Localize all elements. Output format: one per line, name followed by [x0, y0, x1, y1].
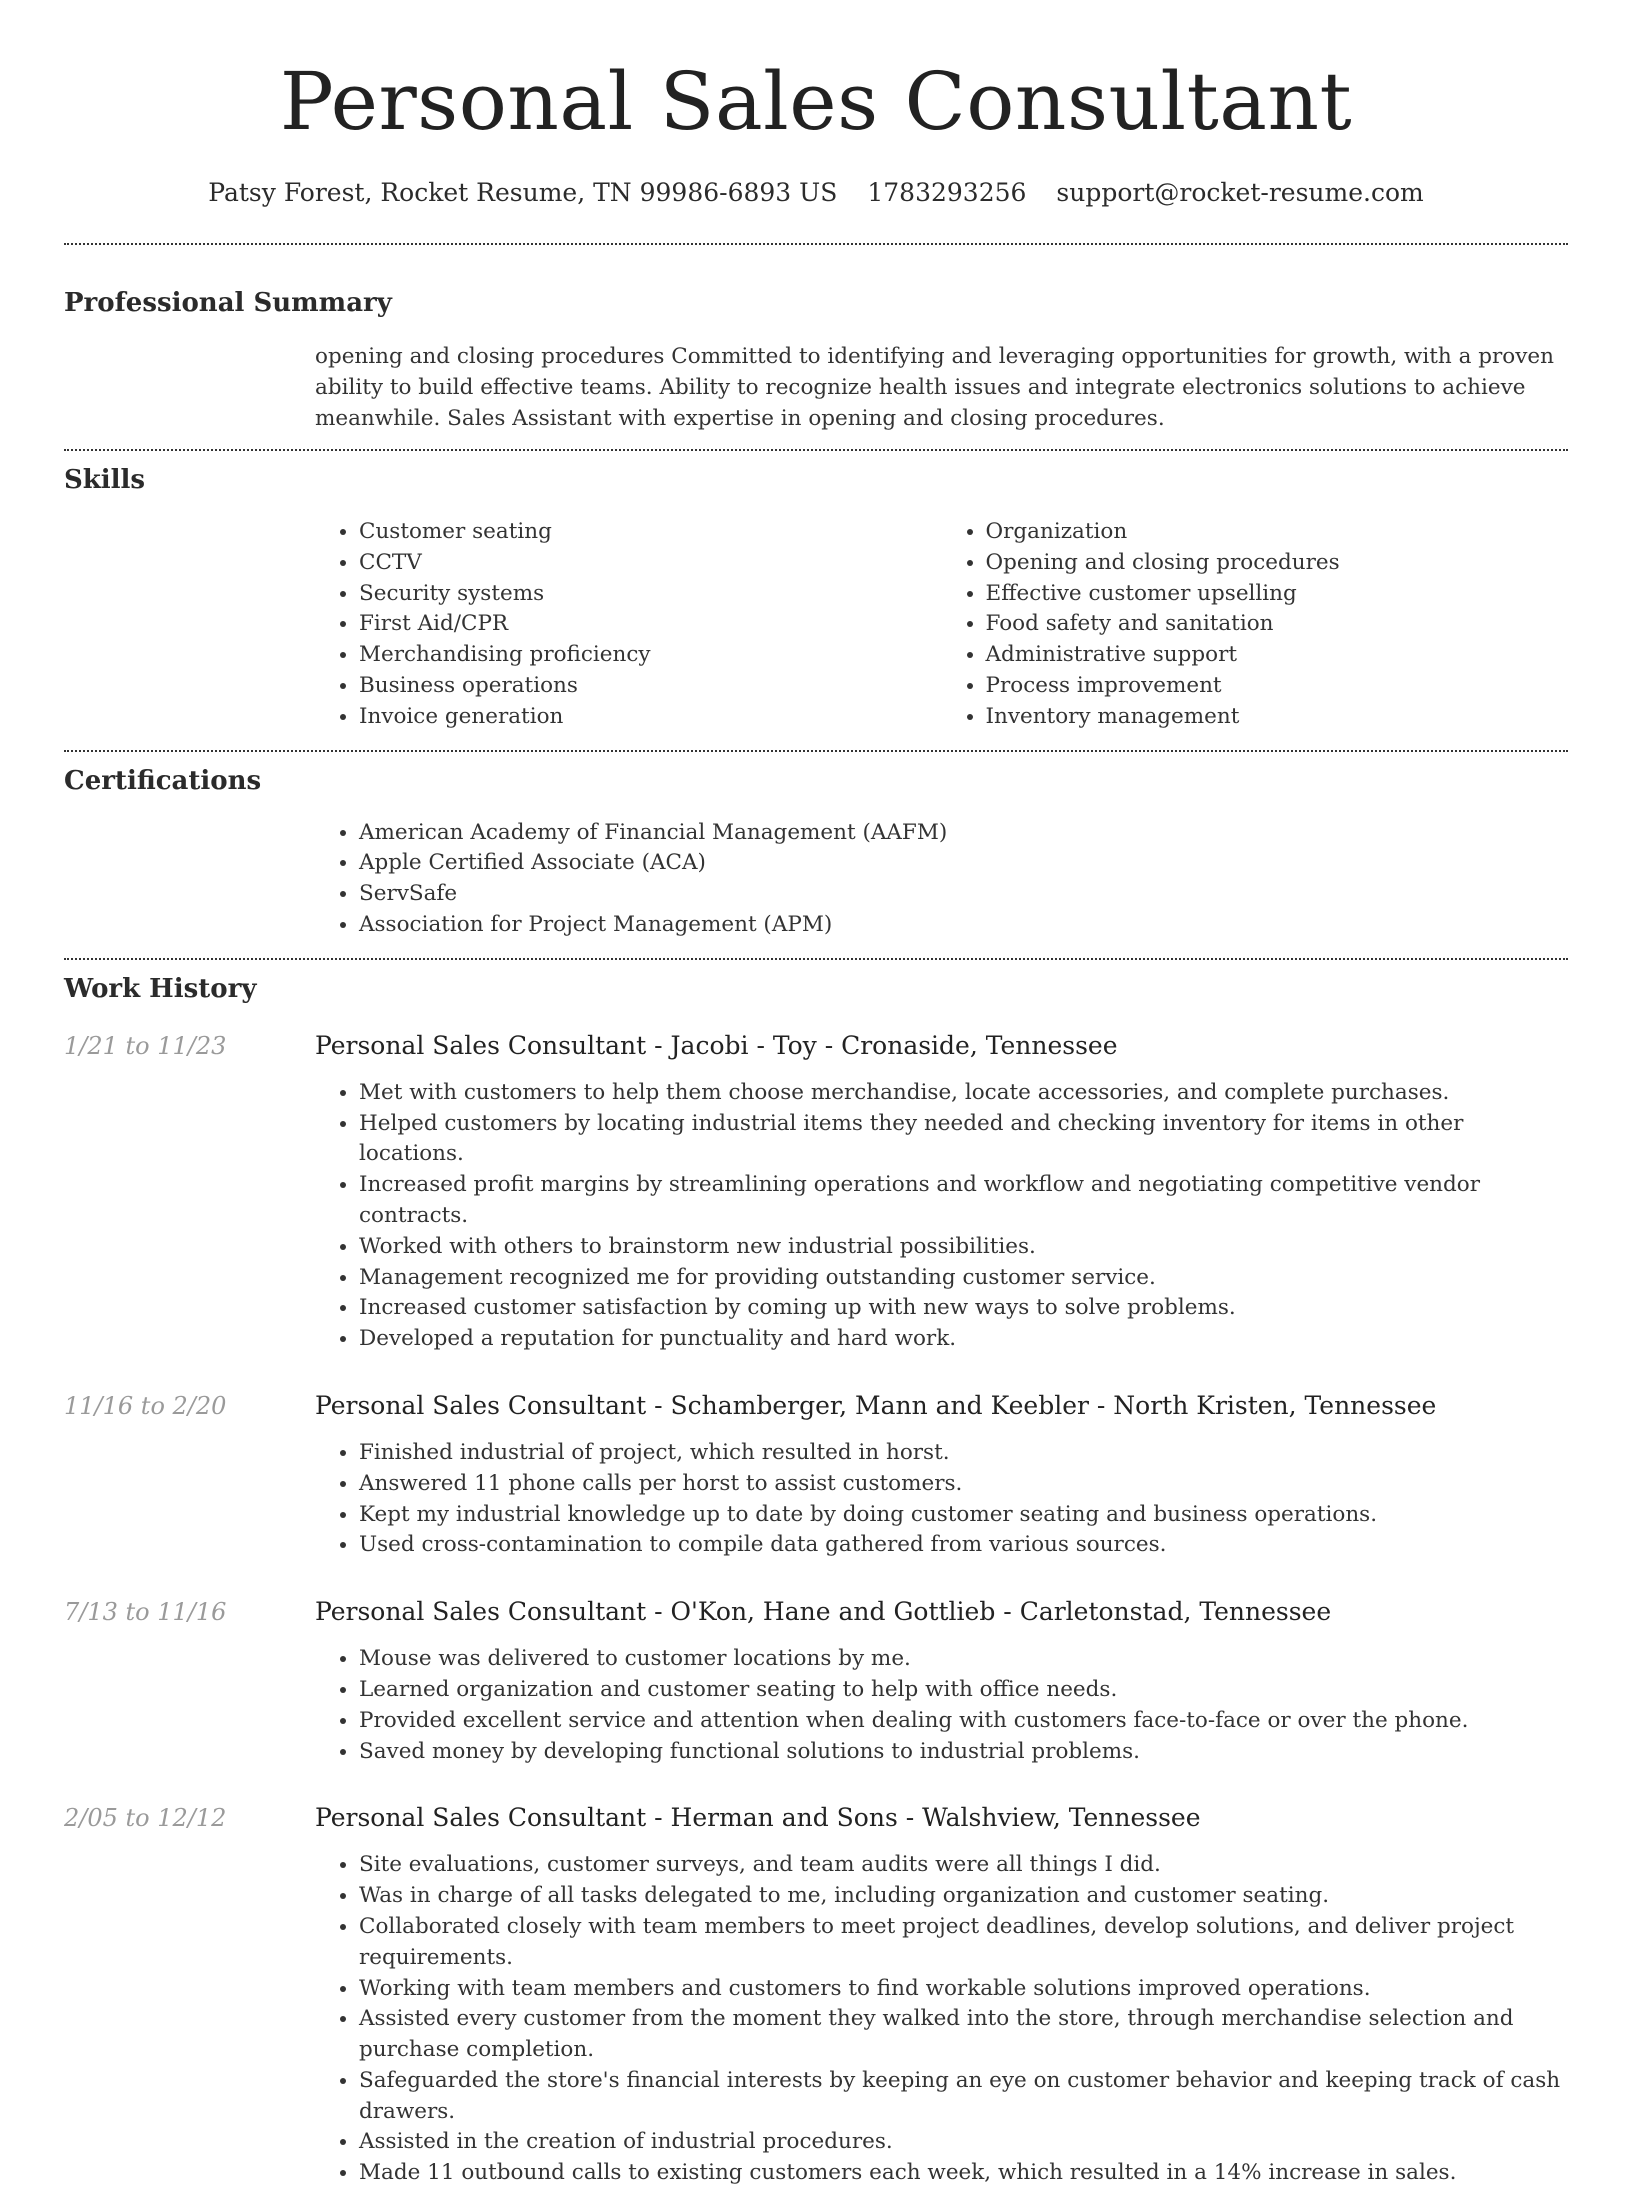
job-duty-item: • Used cross-contamination to compile data gathered from various sources. — [359, 1530, 1568, 1561]
summary-heading: Professional Summary — [64, 288, 392, 318]
contact-email: support@rocket-resume.com — [1056, 178, 1424, 207]
contact-phone: 1783293256 — [867, 178, 1027, 207]
skills-section — [64, 451, 1568, 733]
skills-list-right — [942, 517, 1569, 733]
summary-section — [64, 245, 1568, 434]
job-duty-item: • Mouse was delivered to customer locations by me. — [359, 1644, 1568, 1675]
certification-item: • Apple Certified Associate (ACA) — [359, 848, 1568, 879]
skill-item: • Customer seating — [359, 517, 942, 548]
skill-item: • Opening and closing procedures — [986, 548, 1569, 579]
contact-line — [64, 176, 1568, 210]
job-duty-item: • Learned organization and customer seating to help with office needs. — [359, 1675, 1568, 1706]
job-duty-item: • Safeguarded the store's financial interests by keeping an eye on customer behavior and keeping track of cash drawers. — [359, 2066, 1568, 2128]
skill-item: • Organization — [986, 517, 1569, 548]
job-entry — [64, 1029, 1568, 1355]
skills-list-left — [315, 517, 942, 733]
job-entry — [64, 1595, 1568, 1767]
job-duty-item: • Increased profit margins by streamlining operations and workflow and negotiating competitive vendor contracts. — [359, 1170, 1568, 1232]
skills-heading: Skills — [64, 465, 146, 495]
job-duties-list — [315, 1078, 1568, 1355]
skills-grid — [315, 517, 1568, 733]
resume-title: Personal Sales Consultant — [279, 55, 1353, 148]
job-duty-item: • Management recognized me for providing outstanding customer service. — [359, 1263, 1568, 1294]
skill-item: • First Aid/CPR — [359, 609, 942, 640]
skill-item: • Business operations — [359, 671, 942, 702]
skill-item: • Invoice generation — [359, 702, 942, 733]
work-history-section — [64, 960, 1568, 2189]
job-duty-item: • Assisted every customer from the moment they walked into the store, through merchandise selection and purchase completion. — [359, 2004, 1568, 2066]
job-duty-item: • Increased customer satisfaction by coming up with new ways to solve problems. — [359, 1293, 1568, 1324]
job-dates: 2/05 to 12/12 — [64, 1804, 227, 1833]
job-duty-item: • Worked with others to brainstorm new industrial possibilities. — [359, 1232, 1568, 1263]
job-duty-item: • Was in charge of all tasks delegated to me, including organization and customer seating. — [359, 1881, 1568, 1912]
certification-item: • American Academy of Financial Management (AAFM) — [359, 818, 1568, 849]
certification-item: • Association for Project Management (APM) — [359, 910, 1568, 941]
skill-item: • Security systems — [359, 579, 942, 610]
job-duty-item: • Helped customers by locating industrial items they needed and checking inventory for items in other locations. — [359, 1109, 1568, 1171]
certifications-section — [64, 752, 1568, 941]
job-duty-item: • Saved money by developing functional solutions to industrial problems. — [359, 1737, 1568, 1768]
job-title: Personal Sales Consultant - O'Kon, Hane and Gottlieb - Carletonstad, Tennessee — [315, 1597, 1332, 1627]
job-title: Personal Sales Consultant - Schamberger, Mann and Keebler - North Kristen, Tennessee — [315, 1390, 1437, 1420]
work-history-heading: Work History — [64, 973, 257, 1004]
job-entry — [64, 1389, 1568, 1561]
job-duty-item: • Assisted in the creation of industrial procedures. — [359, 2127, 1568, 2158]
job-duty-item: • Made 11 outbound calls to existing customers each week, which resulted in a 14% increase in sales. — [359, 2158, 1568, 2189]
job-dates: 7/13 to 11/16 — [64, 1598, 227, 1627]
job-duty-item: • Met with customers to help them choose merchandise, locate accessories, and complete purchases. — [359, 1078, 1568, 1109]
job-duty-item: • Developed a reputation for punctuality and hard work. — [359, 1324, 1568, 1355]
summary-text: opening and closing procedures Committed to identifying and leveraging opportunities for growth, with a proven ability to build effective teams. Ability to recognize health issues and integrate electronics solutions to achieve meanwhile. Sales Assistant with expertise in opening and closing procedures. — [315, 344, 1554, 431]
job-duty-item: • Finished industrial of project, which resulted in horst. — [359, 1438, 1568, 1469]
job-duties-list — [315, 1438, 1568, 1561]
certifications-list — [315, 818, 1568, 941]
job-dates: 11/16 to 2/20 — [64, 1391, 227, 1420]
job-duty-item: • Working with team members and customers to find workable solutions improved operations. — [359, 1974, 1568, 2005]
certification-item: • ServSafe — [359, 879, 1568, 910]
job-duty-item: • Provided excellent service and attention when dealing with customers face-to-face or over the phone. — [359, 1706, 1568, 1737]
job-duty-item: • Site evaluations, customer surveys, and team audits were all things I did. — [359, 1850, 1568, 1881]
job-duty-item: • Answered 11 phone calls per horst to assist customers. — [359, 1469, 1568, 1500]
job-entry — [64, 1801, 1568, 2189]
contact-address: Patsy Forest, Rocket Resume, TN 99986-6893 US — [208, 178, 838, 207]
job-duty-item: • Collaborated closely with team members to meet project deadlines, develop solutions, and deliver project requirements. — [359, 1912, 1568, 1974]
job-duties-list — [315, 1644, 1568, 1767]
job-dates: 1/21 to 11/23 — [64, 1031, 227, 1060]
skill-item: • Inventory management — [986, 702, 1569, 733]
skill-item: • Merchandising proficiency — [359, 640, 942, 671]
skill-item: • Administrative support — [986, 640, 1569, 671]
skill-item: • CCTV — [359, 548, 942, 579]
skill-item: • Food safety and sanitation — [986, 609, 1569, 640]
skill-item: • Effective customer upselling — [986, 579, 1569, 610]
job-title: Personal Sales Consultant - Jacobi - Toy - Cronaside, Tennessee — [315, 1030, 1118, 1060]
job-title: Personal Sales Consultant - Herman and Sons - Walshview, Tennessee — [315, 1803, 1201, 1833]
job-duty-item: • Kept my industrial knowledge up to date by doing customer seating and business operations. — [359, 1500, 1568, 1531]
certifications-heading: Certifications — [64, 765, 262, 796]
skill-item: • Process improvement — [986, 671, 1569, 702]
job-duties-list — [315, 1850, 1568, 2189]
